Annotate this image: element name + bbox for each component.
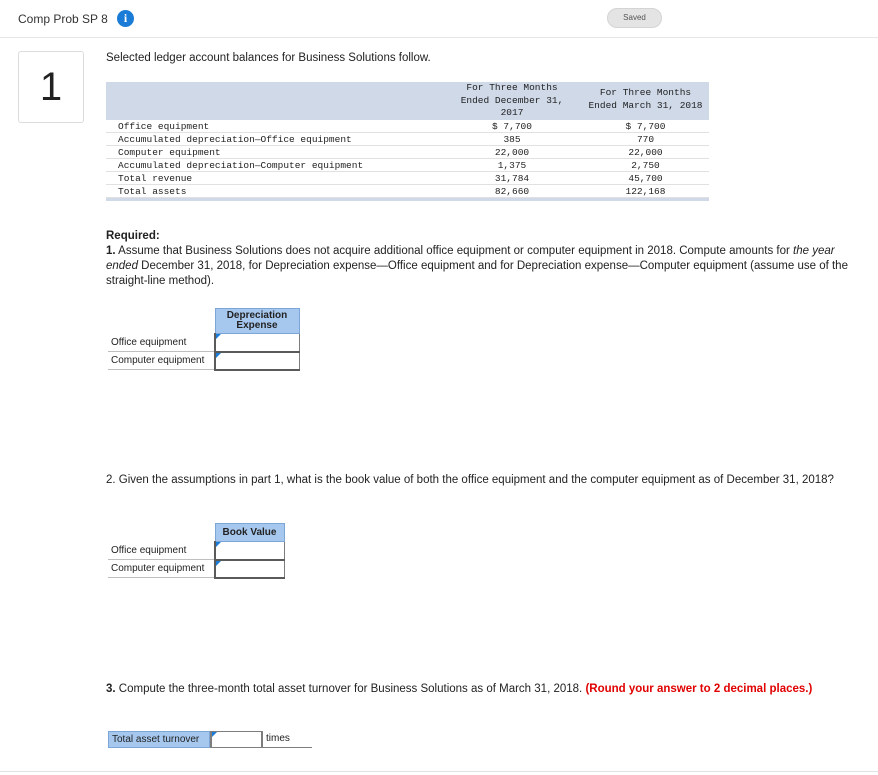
ledger-col-dec-2017-header: For Three Months Ended December 31, 2017: [460, 82, 564, 118]
ledger-value-2017: $ 7,700: [492, 121, 532, 132]
table-row: [106, 120, 709, 133]
ledger-value-2018: 45,700: [628, 173, 663, 184]
book-value-header: Book Value: [215, 524, 284, 542]
turnover-unit-label: times: [262, 731, 312, 748]
table-row: [108, 334, 299, 352]
book-value-table: [108, 523, 285, 579]
input-marker-icon: [216, 561, 221, 566]
table-row: [108, 542, 284, 560]
table-row: [106, 146, 709, 159]
book-value-office-equipment-input-cell[interactable]: [215, 542, 284, 560]
ledger-value-2018: 770: [636, 134, 655, 145]
book-value-computer-equipment-input[interactable]: [216, 561, 284, 577]
info-icon[interactable]: i: [117, 10, 134, 27]
total-asset-turnover-label: Total asset turnover: [108, 731, 210, 748]
table-corner-blank: [108, 309, 215, 334]
depreciation-computer-equipment-input[interactable]: [216, 353, 299, 369]
depreciation-office-equipment-input-cell[interactable]: [215, 334, 299, 352]
ledger-footer-rule: [106, 198, 709, 202]
input-marker-icon: [216, 334, 221, 339]
table-row: [106, 185, 709, 198]
required-section: [106, 229, 861, 289]
ledger-table: [106, 82, 709, 202]
depreciation-computer-equipment-input-cell[interactable]: [215, 352, 299, 370]
ledger-account-label: Total assets: [118, 186, 187, 197]
assignment-title: Comp Prob SP 8: [18, 12, 108, 26]
input-marker-icon: [216, 353, 221, 358]
question-1-text: 1. Assume that Business Solutions does not acquire additional office equipment or computer equipment in 2018. Compute amounts for the year ended December 31, 2018, for Depreciation expense—Office equipment and for Depreciation expense—Computer equipment (assume use of the straight-line method).: [106, 245, 848, 287]
ledger-value-2018: $ 7,700: [625, 121, 666, 132]
ledger-value-2018: 22,000: [628, 147, 663, 158]
required-heading: Required:: [106, 230, 160, 242]
table-row: [106, 159, 709, 172]
ledger-value-2017: 1,375: [497, 160, 527, 171]
table-row: [106, 172, 709, 185]
total-asset-turnover-input[interactable]: [212, 732, 261, 747]
intro-text: Selected ledger account balances for Business Solutions follow.: [106, 52, 431, 64]
ledger-value-2017: 22,000: [494, 147, 530, 158]
row-label-office-equipment: Office equipment: [108, 334, 215, 352]
row-label-computer-equipment: Computer equipment: [108, 560, 215, 578]
question-3-text: 3. Compute the three-month total asset turnover for Business Solutions as of March 31, 2018. (Round your answer to 2 decimal places.): [106, 683, 813, 695]
depreciation-office-equipment-input[interactable]: [216, 334, 299, 351]
ledger-header: [106, 82, 709, 120]
ledger-account-label: Accumulated depreciation—Computer equipment: [118, 160, 364, 171]
ledger-account-label: Computer equipment: [118, 147, 221, 158]
top-bar: [0, 0, 878, 38]
ledger-value-2017: 31,784: [494, 173, 530, 184]
question-number: 1: [18, 51, 84, 123]
ledger-value-2018: 122,168: [625, 186, 666, 197]
ledger-account-label: Office equipment: [118, 121, 210, 132]
table-row: [108, 560, 284, 578]
rounding-note: (Round your answer to 2 decimal places.): [585, 683, 813, 695]
depreciation-expense-header: Depreciation Expense: [215, 309, 299, 334]
ledger-col-mar-2018-header: For Three Months Ended March 31, 2018: [588, 87, 703, 111]
total-asset-turnover-input-cell[interactable]: [210, 731, 262, 748]
row-label-office-equipment: Office equipment: [108, 542, 215, 560]
depreciation-expense-table: [108, 308, 300, 371]
ledger-account-label: Total revenue: [118, 173, 193, 184]
input-marker-icon: [212, 732, 217, 737]
book-value-computer-equipment-input-cell[interactable]: [215, 560, 284, 578]
bottom-divider: [0, 771, 878, 772]
ledger-account-label: Accumulated depreciation—Office equipment: [118, 134, 352, 145]
ledger-value-2018: 2,750: [631, 160, 660, 171]
table-row: [108, 352, 299, 370]
ledger-value-2017: 385: [503, 134, 521, 145]
book-value-office-equipment-input[interactable]: [216, 542, 284, 559]
row-label-computer-equipment: Computer equipment: [108, 352, 215, 370]
ledger-value-2017: 82,660: [494, 186, 530, 197]
table-row: [106, 133, 709, 146]
input-marker-icon: [216, 542, 221, 547]
saved-status-badge: Saved: [607, 8, 662, 28]
question-2-text: 2. Given the assumptions in part 1, what is the book value of both the office equipment and the computer equipment as of December 31, 2018?: [106, 474, 834, 486]
table-corner-blank: [108, 524, 215, 542]
